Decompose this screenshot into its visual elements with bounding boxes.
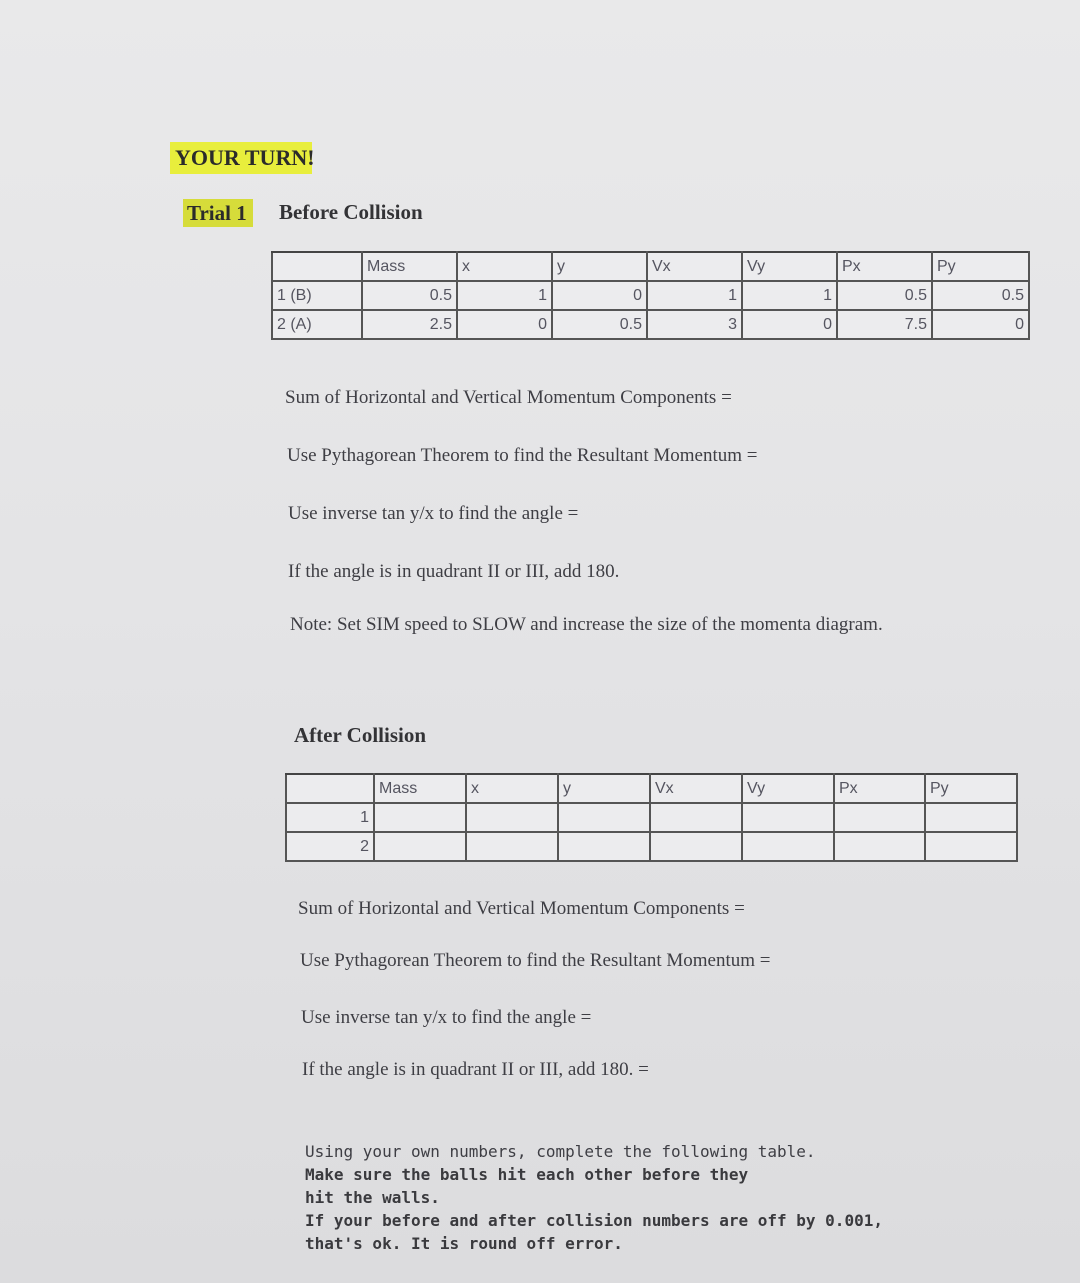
row-label: 1 (B) [272,281,362,310]
table-row [286,803,1017,832]
table-row [272,310,1029,339]
column-header-py: Py [932,252,1029,281]
table-cell[interactable] [650,832,742,861]
column-header-mass: Mass [362,252,457,281]
table-cell: 1 [457,281,552,310]
table-cell[interactable] [834,803,925,832]
table-cell[interactable] [558,832,650,861]
table-header-row [272,252,1029,281]
table-cell: 0.5 [552,310,647,339]
column-header-x: x [466,774,558,803]
after-sum-line: Sum of Horizontal and Vertical Momentum Components = [298,898,745,919]
table-row [286,832,1017,861]
table-cell: 0 [552,281,647,310]
table-header-empty [286,774,374,803]
table-cell: 0.5 [362,281,457,310]
table-cell: 3 [647,310,742,339]
row-label: 1 [286,803,374,832]
before-pythagorean-line: Use Pythagorean Theorem to find the Resultant Momentum = [287,445,758,466]
table-cell: 0 [742,310,837,339]
after-collision-heading: After Collision [294,723,427,747]
trial-label: Trial 1 [183,199,253,227]
column-header-vy: Vy [742,252,837,281]
column-header-mass: Mass [374,774,466,803]
column-header-px: Px [837,252,932,281]
table-cell: 1 [742,281,837,310]
column-header-y: y [558,774,650,803]
table-cell[interactable] [925,832,1017,861]
row-label: 2 (A) [272,310,362,339]
instructions-block [305,1140,925,1255]
before-sum-line: Sum of Horizontal and Vertical Momentum Components = [285,387,732,408]
column-header-vy: Vy [742,774,834,803]
before-quadrant-line: If the angle is in quadrant II or III, add 180. [288,561,620,582]
table-cell: 1 [647,281,742,310]
after-collision-table [285,773,1018,862]
table-cell[interactable] [374,803,466,832]
after-pythagorean-line: Use Pythagorean Theorem to find the Resultant Momentum = [300,950,771,971]
table-cell: 7.5 [837,310,932,339]
row-label: 2 [286,832,374,861]
table-cell: 0 [457,310,552,339]
table-cell[interactable] [650,803,742,832]
table-cell: 0 [932,310,1029,339]
column-header-vx: Vx [650,774,742,803]
table-cell: 2.5 [362,310,457,339]
before-collision-table [271,251,1030,340]
table-header-row [286,774,1017,803]
table-row [272,281,1029,310]
column-header-py: Py [925,774,1017,803]
before-angle-line: Use inverse tan y/x to find the angle = [288,503,579,524]
column-header-px: Px [834,774,925,803]
table-cell[interactable] [742,803,834,832]
table-cell[interactable] [466,803,558,832]
table-cell[interactable] [834,832,925,861]
table-cell[interactable] [558,803,650,832]
table-cell[interactable] [374,832,466,861]
table-cell[interactable] [742,832,834,861]
after-quadrant-line: If the angle is in quadrant II or III, add 180. = [302,1059,649,1080]
before-note: Note: Set SIM speed to SLOW and increase the size of the momenta diagram. [290,614,883,635]
table-cell[interactable] [925,803,1017,832]
instructions-line-3: If your before and after collision numbers are off by 0.001, that's ok. It is round off error. [305,1211,883,1253]
column-header-y: y [552,252,647,281]
before-collision-heading: Before Collision [279,200,423,224]
table-cell: 0.5 [837,281,932,310]
instructions-line-1: Using your own numbers, complete the following table. [305,1142,816,1161]
table-cell: 0.5 [932,281,1029,310]
column-header-vx: Vx [647,252,742,281]
after-angle-line: Use inverse tan y/x to find the angle = [301,1007,592,1028]
table-cell[interactable] [466,832,558,861]
column-header-x: x [457,252,552,281]
instructions-line-2: Make sure the balls hit each other before they hit the walls. [305,1165,749,1207]
page-title: YOUR TURN! [170,142,312,174]
table-header-empty [272,252,362,281]
